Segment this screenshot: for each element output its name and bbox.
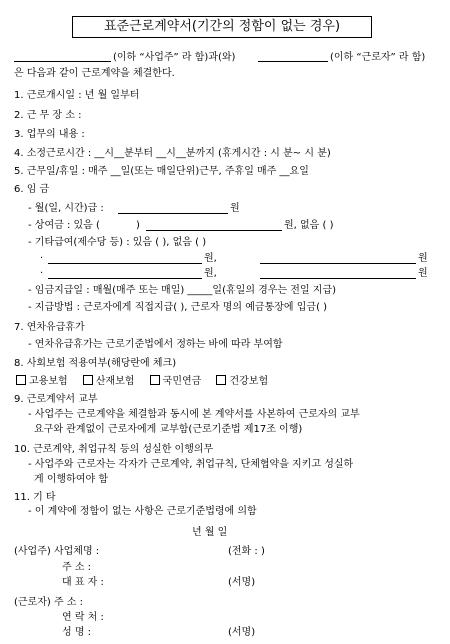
wage-monthly-blank[interactable] <box>118 213 228 214</box>
employer-phone: (전화 : ) <box>228 546 265 557</box>
bonus-close-paren: ) <box>136 220 140 231</box>
other-pay-blank-4[interactable] <box>260 278 416 279</box>
pay-day: - 임금지급일 : 매월(매주 또는 매일) _____일(휴일의 경우는 전일 지급) <box>28 285 337 296</box>
obligations-line1: - 사업주와 근로자는 각자가 근로계약, 취업규칙, 단체협약을 지키고 성실하 <box>28 459 354 470</box>
wage-monthly-label: - 월(일, 시간)급 : <box>28 203 104 214</box>
employer-address: 주 소 : <box>62 562 92 573</box>
contract-delivery-line2: 요구와 관계없이 근로자에게 교부함(근로기준법 제17조 이행) <box>34 424 303 435</box>
bonus-amount-blank[interactable] <box>146 230 282 231</box>
employer-business-name: (사업주) 사업체명 : <box>14 546 100 557</box>
other-pay-won-1: 원, <box>204 253 217 264</box>
worker-address: (근로자) 주 소 : <box>14 597 84 608</box>
contract-delivery-line1: - 사업주는 근로계약을 체결함과 동시에 본 계약서를 사본하여 근로자의 교부 <box>28 409 360 420</box>
item-8-social-insurance: 8. 사회보험 적용여부(해당란에 체크) <box>14 358 177 369</box>
national-pension-checkbox[interactable] <box>150 375 160 385</box>
worker-name-blank[interactable] <box>258 61 328 62</box>
other-pay-label: - 기타급여(제수당 등) : 있음 ( ), 없음 ( ) <box>28 237 207 248</box>
others-detail: - 이 계약에 정함이 없는 사항은 근로기준법령에 의함 <box>28 506 257 517</box>
worker-contact: 연 락 처 : <box>62 612 104 623</box>
item-6-wage: 6. 임 금 <box>14 184 50 195</box>
employment-insurance-checkbox[interactable] <box>16 375 26 385</box>
item-3-job-content: 3. 업무의 내용 : <box>14 129 85 140</box>
item-4-working-hours: 4. 소정근로시간 : __시__분부터 __시__분까지 (휴게시간 : 시 분~ 시 분) <box>14 148 331 159</box>
employer-name-blank[interactable] <box>14 61 111 62</box>
annual-leave-detail: - 연차유급휴가는 근로기준법에서 정하는 바에 따라 부여함 <box>28 339 283 350</box>
signing-date: 년 월 일 <box>192 527 228 538</box>
wage-monthly-unit: 원 <box>230 203 240 214</box>
worker-signature: (서명) <box>228 627 256 638</box>
other-pay-row2-dot: · <box>40 268 44 279</box>
employment-insurance-label: 고용보험 <box>29 376 68 387</box>
employer-signature: (서명) <box>228 577 256 588</box>
bonus-none: 원, 없음 ( ) <box>284 220 334 231</box>
health-insurance-label: 건강보험 <box>229 376 269 387</box>
intro-worker-text: (이하 “근로자” 라 함) <box>330 52 426 63</box>
worker-name: 성 명 : <box>62 627 92 638</box>
insurance-options <box>14 375 278 388</box>
document-title: 표준근로계약서(기간의 정함이 없는 경우) <box>72 16 372 38</box>
bonus-label: - 상여금 : 있음 ( <box>28 220 100 231</box>
other-pay-blank-2[interactable] <box>260 263 416 264</box>
intro-employer-text: (이하 “사업주” 라 함)과(와) <box>113 52 236 63</box>
employer-representative: 대 표 자 : <box>62 577 104 588</box>
intro-line2: 은 다음과 같이 근로계약을 체결한다. <box>14 68 175 79</box>
obligations-line2: 게 이행하여야 함 <box>34 474 108 485</box>
item-7-annual-leave: 7. 연차유급휴가 <box>14 322 85 333</box>
item-11-others: 11. 기 타 <box>14 492 56 503</box>
other-pay-won-3: 원, <box>204 268 217 279</box>
pay-method: - 지급방법 : 근로자에게 직접지급( ), 근로자 명의 예금통장에 입금( ) <box>28 302 328 313</box>
health-insurance-checkbox[interactable] <box>216 375 226 385</box>
other-pay-won-2: 원 <box>418 253 428 264</box>
item-2-workplace: 2. 근 무 장 소 : <box>14 110 82 121</box>
industrial-accident-checkbox[interactable] <box>83 375 93 385</box>
item-9-contract-delivery: 9. 근로계약서 교부 <box>14 394 98 405</box>
other-pay-blank-3[interactable] <box>48 278 202 279</box>
industrial-accident-label: 산재보험 <box>95 376 135 387</box>
national-pension-label: 국민연금 <box>162 376 202 387</box>
other-pay-row1-dot: · <box>40 253 44 264</box>
other-pay-blank-1[interactable] <box>48 263 202 264</box>
item-10-obligations: 10. 근로계약, 취업규칙 등의 성실한 이행의무 <box>14 444 214 455</box>
item-5-workdays: 5. 근무일/휴일 : 매주 __일(또는 매일단위)근무, 주휴일 매주 __요일 <box>14 166 309 177</box>
other-pay-won-4: 원 <box>418 268 428 279</box>
item-1-start-date: 1. 근로개시일 : 년 월 일부터 <box>14 90 140 101</box>
